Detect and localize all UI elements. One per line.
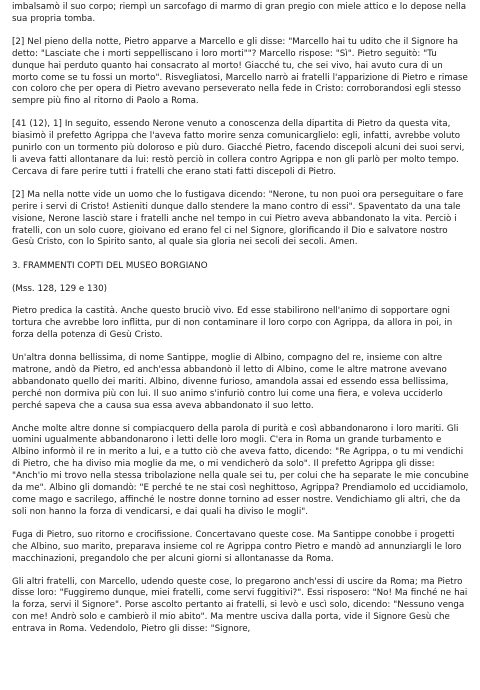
section-manuscripts: (Mss. 128, 129 e 130) — [12, 284, 107, 295]
paragraph-flight-of-peter: Fuga di Pietro, suo ritorno e crocifissione. Concertavano queste cose. Ma Santippe conobbe i progetti che Albino, suo marito, preparava insieme col re Agrippa contro Pietro e mandò ad annunziargli le loro macchinazioni, pregandolo che per alcuni giorni si allontanasse da Roma. — [12, 529, 462, 564]
section-heading: 3. FRAMMENTI COPTI DEL MUSEO BORGIANO — [12, 261, 208, 272]
paragraph-quo-vadis: Gli altri fratelli, con Marcello, udendo queste cose, lo pregarono anch'essi di uscire da Roma; ma Pietro disse loro: "Fuggiremo dunque, miei fratelli, come servi fuggitivi?". Essi risposero: "No! Ma finché ne hai la forza, servi il Signore". Porse ascolto pertanto ai fratelli, si levò e uscì solo, dicendo: "Nessuno venga con me! Andrò solo e cambierò il mio abito". Ma mentre usciva dalla porta, vide il Signore Gesù che entrava in Roma. Vedendolo, Pietro gli disse: "Signore, — [12, 576, 468, 635]
paragraph-nero-agrippa: [41 (12), 1] In seguito, essendo Nerone venuto a conoscenza della dipartita di Pietro da questa vita, biasimò il prefetto Agrippa che l'aveva fatto morire senza comunicarglielo: egli, infatti, avrebbe voluto punirlo con un tormento più doloroso e più duro. Giacché Pietro, facendo discepoli alcuni dei suoi servi, li aveva fatti allontanare da lui: restò perciò in collera contro Agrippa e non gli parlò per molto tempo. Cercava di fare perire tutti i fratelli che erano stati fatti discepoli di Pietro. — [12, 119, 465, 177]
paragraph-albino-agrippa: Anche molte altre donne si compiacquero della parola di purità e così abbandonarono i loro mariti. Gli uomini ugualmente abbandonarono i letti delle loro mogli. C'era in Roma un grande turbamento e Albino informò il re in merito a lui, e a tutto ciò che aveva fatto, dicendo: "Re Agrippa, o tu mi vendichi di Pietro, che ha diviso mia moglie da me, o mi vendicherò da solo". Il prefetto Agrippa gli disse: "Anch'io mi trovo nella stessa tribolazione nella quale sei tu, per colui che ha separate le mie concubine da me". Albino gli domandò: "E perché te ne stai così neghittoso, Agrippa? Prendiamolo ed uccidiamolo, come mago e sacrilego, affinché le nostre donne tornino ad esser nostre. Vendichiamo gli altri, che da soli non hanno la forza di vendicarsi, e dai quali ha diviso le mogli". — [12, 423, 469, 517]
paragraph-nero-vision: [2] Ma nella notte vide un uomo che lo fustigava dicendo: "Nerone, tu non puoi ora perseguitare o fare perire i servi di Cristo! Astieniti dunque dallo stendere la mano contro di essi". Spaventato da una tale visione, Nerone lasciò stare i fratelli anche nel tempo in cui Pietro aveva abbandonato la vita. Perciò i fratelli, con un solo cuore, gioivano ed erano fel ci nel Signore, glorificando il Dio e salvatore nostro Gesù Cristo, con lo Spirito santo, al quale sia gloria nei secoli dei secoli. Amen. — [12, 189, 464, 248]
paragraph-marcello-vision: [2] Nel pieno della notte, Pietro apparve a Marcello e gli disse: "Marcello hai tu udito che il Signore ha detto: "Lasciate che i morti seppelliscano i loro morti""? Marcello rispose: "Sì". Pietro seguitò: "Tu dunque hai perduto quanto hai consacrato al morto! Giacché tu, che sei vivo, hai avuto cura di un morto come se tu fossi un morto". Risvegliatosi, Marcello narrò ai fratelli l'apparizione di Pietro e rimase con coloro che per opera di Pietro avevano perseverato nella fede in Cristo: corroborandosi egli stesso sempre più fino al ritorno di Paolo a Roma. — [12, 36, 468, 107]
paragraph-chastity: Pietro predica la castità. Anche questo bruciò vivo. Ed esse stabilirono nell'animo di sopportare ogni tortura che avrebbe loro inflitta, pur di non contaminare il loro corpo con Agrippa, da allora in poi, in forza della potenza di Gesù Cristo. — [12, 306, 453, 341]
paragraph-santippe: Un'altra donna bellissima, di nome Santippe, moglie di Albino, compagno del re, insieme con altre matrone, andò da Pietro, ed anch'essa abbandonò il letto di Albino, come le altre matrone avevano abbandonato quello dei mariti. Albino, divenne furioso, amandola assai ed essendo essa bellissima, perché non dormiva più con lui. Il suo animo s'infuriò contro lui come una fiera, e voleva ucciderlo perché sapeva che a causa sua essa aveva abbandonato il suo letto. — [12, 353, 449, 411]
paragraph-sarcophagus: imbalsamò il suo corpo; riempì un sarcofago di marmo di gran pregio con miele attico e lo depose nella sua propria tomba. — [12, 2, 467, 24]
